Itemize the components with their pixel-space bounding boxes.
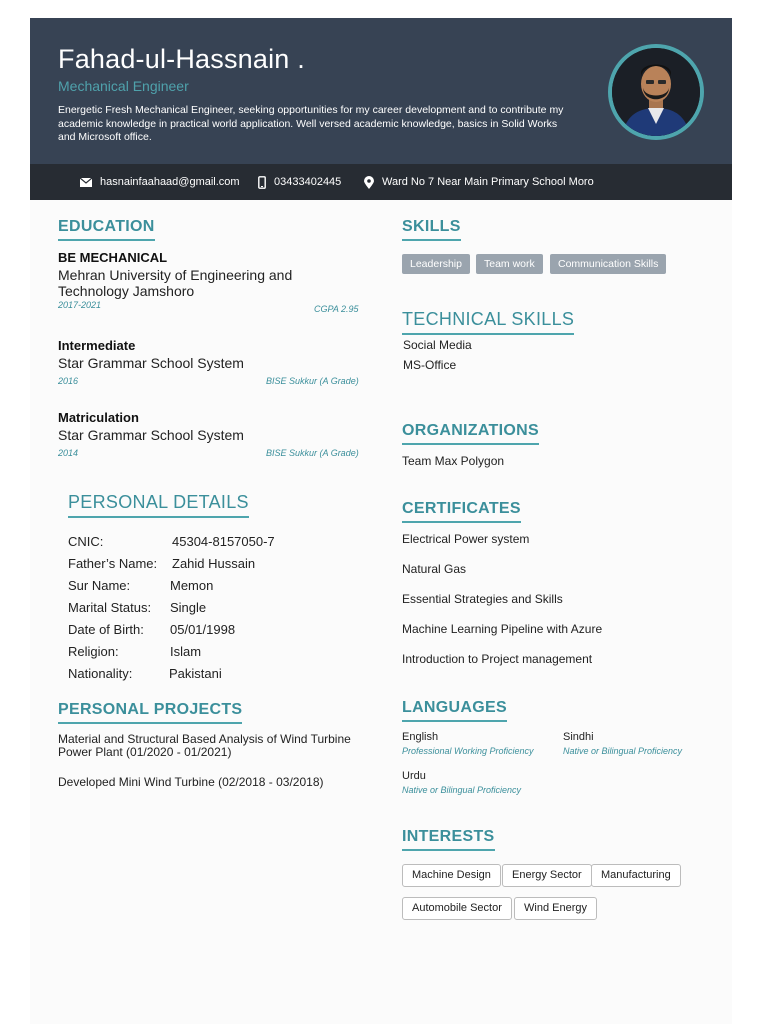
education-result-3: BISE Sukkur (A Grade) [266,448,359,458]
education-result-1: CGPA 2.95 [314,304,359,314]
detail-label-dob: Date of Birth: [68,622,144,637]
language-name-urdu: Urdu [402,770,426,782]
certificate-item-1: Electrical Power system [402,532,530,546]
detail-label-religion: Religion: [68,644,119,659]
resume-header [30,18,732,164]
personal-details-heading: PERSONAL DETAILS [68,492,249,518]
education-years-2: 2016 [58,376,79,386]
language-name-english: English [402,731,439,743]
contact-address[interactable] [364,164,594,200]
education-years-3: 2014 [58,448,79,458]
detail-value-father: Zahid Hussain [172,556,256,571]
candidate-summary: Energetic Fresh Mechanical Engineer, seeking opportunities for my career development and to contribute my academic knowledge in practical world application. Well versed academic knowledge, basics in Solid Works and Microsoft office. [58,104,564,143]
skill-chip-teamwork: Team work [476,254,543,274]
interests-heading: INTERESTS [402,828,495,851]
phone-text: 03433402445 [274,176,342,188]
interest-tag-wind-energy: Wind Energy [514,897,597,920]
avatar [608,44,704,140]
skill-chip-communication: Communication Skills [550,254,666,274]
map-pin-icon [364,176,374,189]
organization-item-1: Team Max Polygon [402,454,505,468]
projects-heading: PERSONAL PROJECTS [58,701,242,724]
detail-value-religion: Islam [170,644,202,659]
detail-value-surname: Memon [170,578,214,593]
envelope-icon [80,178,92,187]
interest-tag-manufacturing: Manufacturing [591,864,681,887]
address-text: Ward No 7 Near Main Primary School Moro [382,176,594,188]
certificate-item-5: Introduction to Project management [402,652,593,666]
language-level-sindhi: Native or Bilingual Proficiency [563,746,683,756]
detail-label-cnic: CNIC: [68,534,104,549]
project-item-2: Developed Mini Wind Turbine (02/2018 - 03/2018) [58,775,324,789]
certificate-item-3: Essential Strategies and Skills [402,592,563,606]
certificates-heading: CERTIFICATES [402,500,521,523]
detail-label-surname: Sur Name: [68,578,131,593]
candidate-role: Mechanical Engineer [58,78,189,94]
education-institute-3: Star Grammar School System [58,427,244,443]
candidate-name: Fahad-ul-Hassnain . [58,44,305,74]
detail-label-marital: Marital Status: [68,600,152,615]
education-years-1: 2017-2021 [58,300,102,310]
interest-tag-automobile-sector: Automobile Sector [402,897,512,920]
certificate-item-2: Natural Gas [402,562,467,576]
organizations-heading: ORGANIZATIONS [402,422,539,445]
education-degree-3: Matriculation [58,410,139,425]
technical-skills-heading: TECHNICAL SKILLS [402,309,574,335]
detail-value-cnic: 45304-8157050-7 [172,534,275,549]
education-heading: EDUCATION [58,218,155,241]
language-level-urdu: Native or Bilingual Proficiency [402,785,522,795]
interest-tag-energy-sector: Energy Sector [502,864,592,887]
education-degree-2: Intermediate [58,338,136,353]
detail-value-nationality: Pakistani [169,666,222,681]
contact-bar [30,164,732,200]
language-name-sindhi: Sindhi [563,731,594,743]
education-institute-1: Mehran University of Engineering and Technology Jamshoro [58,267,293,299]
email-text: hasnainfaahaad@gmail.com [100,176,240,188]
profile-photo [612,48,700,136]
education-institute-2: Star Grammar School System [58,355,244,371]
detail-value-dob: 05/01/1998 [170,622,236,637]
language-level-english: Professional Working Proficiency [402,746,534,756]
technical-skill-1: Social Media [403,338,472,352]
education-result-2: BISE Sukkur (A Grade) [266,376,359,386]
certificate-item-4: Machine Learning Pipeline with Azure [402,622,603,636]
skill-chip-leadership: Leadership [402,254,470,274]
detail-label-father: Father’s Name: [68,556,158,571]
detail-label-nationality: Nationality: [68,666,133,681]
contact-email[interactable] [80,164,240,200]
project-item-1: Material and Structural Based Analysis of Wind Turbine Power Plant (01/2020 - 01/2021) [58,732,351,759]
mobile-phone-icon [258,176,266,189]
interest-tag-machine-design: Machine Design [402,864,501,887]
languages-heading: LANGUAGES [402,699,507,722]
technical-skill-2: MS-Office [403,358,457,372]
contact-phone[interactable] [258,164,341,200]
detail-value-marital: Single [170,600,207,615]
skills-heading: SKILLS [402,218,461,241]
education-degree-1: BE MECHANICAL [58,250,168,265]
